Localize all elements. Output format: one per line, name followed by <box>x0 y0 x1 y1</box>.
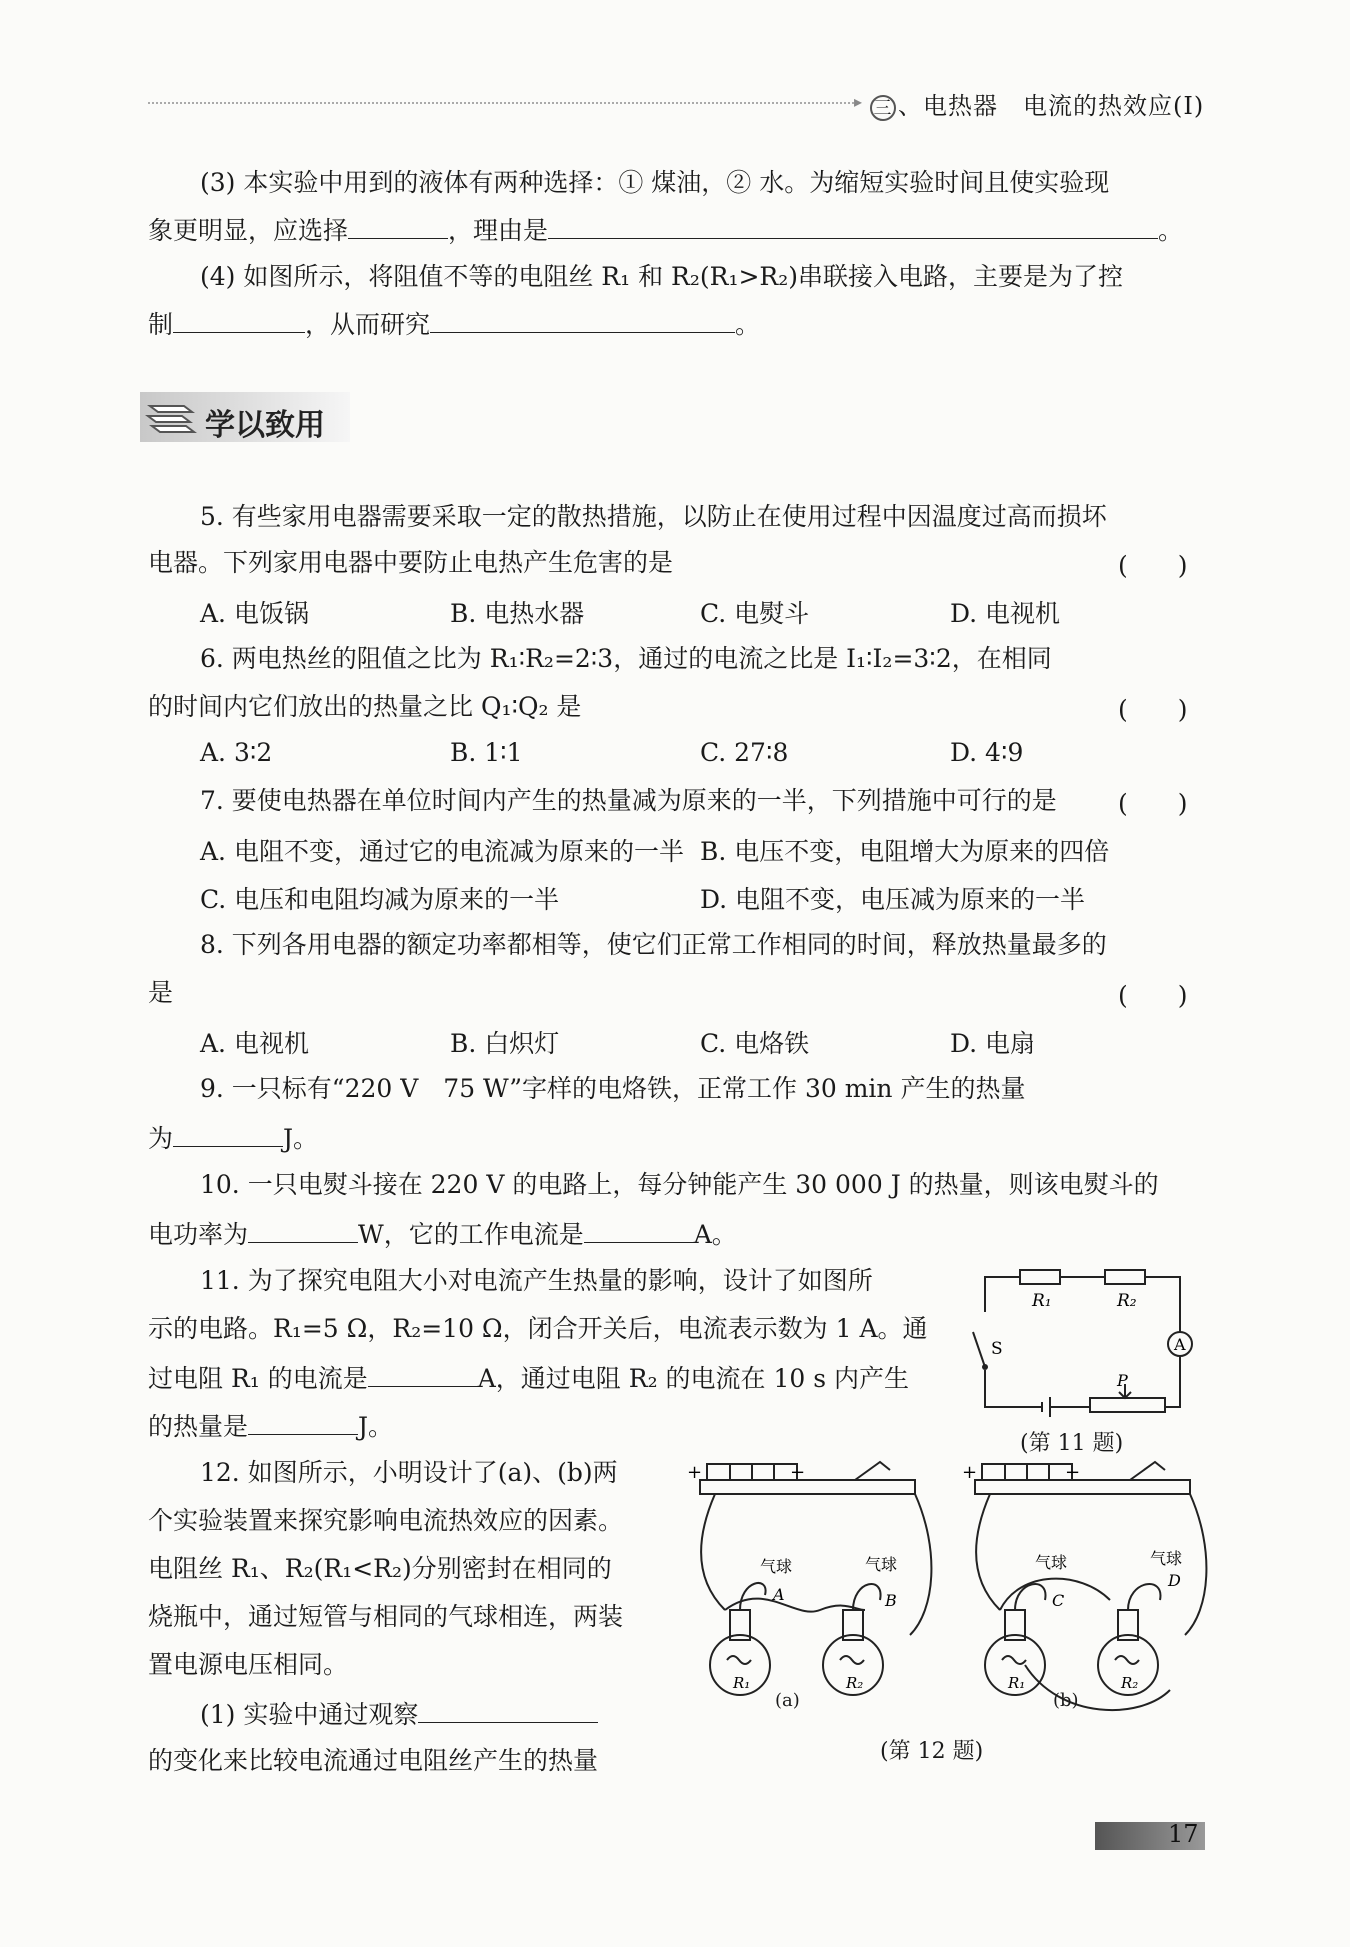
answer-blank[interactable] <box>430 306 735 333</box>
label-b: (b) <box>1053 1690 1079 1711</box>
answer-paren[interactable]: ( ) <box>1118 695 1188 724</box>
option-c: C. 电烙铁 <box>700 1029 810 1058</box>
text: 。 <box>735 310 761 339</box>
figure11-caption: (第 11 题) <box>1020 1431 1124 1456</box>
minus-sign: − <box>790 1462 806 1483</box>
plus-sign: + <box>962 1462 978 1483</box>
text: 象更明显，应选择 <box>148 216 349 245</box>
q8-line2: 是 <box>148 978 174 1007</box>
text: 电功率为 <box>148 1220 249 1249</box>
text: ，从而研究 <box>305 310 431 339</box>
balloon-label-b: 气球 <box>865 1555 898 1574</box>
slider-label: P <box>1117 1371 1128 1390</box>
balloon-b-icon <box>853 1584 881 1610</box>
option-b: B. 电热水器 <box>450 599 585 628</box>
option-d: D. 电阻不变，电压减为原来的一半 <box>700 885 1086 914</box>
battery-icon <box>1042 1397 1050 1417</box>
q11-line3 <box>148 1360 909 1396</box>
q5-line2: 电器。下列家用电器中要防止电热产生危害的是 <box>148 548 674 577</box>
q12-line7: 的变化来比较电流通过电阻丝产生的热量 <box>148 1746 599 1775</box>
figure12-caption: (第 12 题) <box>880 1739 984 1764</box>
text: J。 <box>358 1412 394 1441</box>
answer-blank[interactable] <box>173 306 305 333</box>
section-title: 学以致用 <box>205 408 325 443</box>
text: (1) 实验中通过观察 <box>200 1700 419 1729</box>
option-a: A. 电饭锅 <box>200 599 309 628</box>
q11-line1: 11. 为了探究电阻大小对电流产生热量的影响，设计了如图所 <box>200 1266 873 1295</box>
q12-line4: 烧瓶中，通过短管与相同的气球相连，两装 <box>148 1602 624 1631</box>
switch-icon <box>973 1332 985 1367</box>
q3-line1: (3) 本实验中用到的液体有两种选择：① 煤油，② 水。为缩短实验时间且使实验现 <box>200 168 1110 197</box>
minus-sign: − <box>1065 1462 1081 1483</box>
flask-r1-label: R₁ <box>733 1674 751 1692</box>
switch-icon <box>1130 1462 1165 1480</box>
answer-paren[interactable]: ( ) <box>1118 981 1188 1010</box>
option-d: D. 4∶9 <box>950 738 1024 767</box>
option-d: D. 电视机 <box>950 599 1061 628</box>
option-a: A. 电视机 <box>200 1029 309 1058</box>
r2-label: R₂ <box>1117 1291 1137 1311</box>
chapter-title: 、电热器 电流的热效应(Ⅰ) <box>898 92 1205 120</box>
base-board <box>700 1480 915 1494</box>
q6-line2: 的时间内它们放出的热量之比 Q₁∶Q₂ 是 <box>148 692 582 721</box>
text: ，理由是 <box>448 216 549 245</box>
answer-paren[interactable]: ( ) <box>1118 551 1188 580</box>
balloon-a-icon <box>740 1583 766 1610</box>
rheostat <box>1090 1398 1165 1412</box>
circuit-diagram-11 <box>965 1262 1205 1422</box>
label-a: (a) <box>775 1690 800 1711</box>
answer-paren[interactable]: ( ) <box>1118 789 1188 818</box>
label-C: C <box>1052 1591 1065 1610</box>
q12-line6 <box>200 1696 598 1732</box>
text: A，通过电阻 R₂ 的电流在 10 s 内产生 <box>477 1364 910 1393</box>
option-a: A. 3∶2 <box>200 738 273 767</box>
text: W，它的工作电流是 <box>358 1220 584 1249</box>
flask-r2-label: R₂ <box>846 1674 864 1692</box>
flask-r1-label: R₁ <box>1008 1674 1026 1692</box>
answer-blank[interactable] <box>418 1696 598 1723</box>
q8-line1: 8. 下列各用电器的额定功率都相等，使它们正常工作相同的时间，释放热量最多的 <box>200 930 1107 959</box>
q12-line3: 电阻丝 R₁、R₂(R₁<R₂)分别密封在相同的 <box>148 1554 612 1583</box>
balloon-label-a: 气球 <box>760 1557 793 1576</box>
plus-sign: + <box>687 1462 703 1483</box>
label-D: D <box>1168 1571 1181 1590</box>
text: 。 <box>1158 216 1184 245</box>
q12-line2: 个实验装置来探究影响电流热效应的因素。 <box>148 1506 624 1535</box>
q7-line: 7. 要使电热器在单位时间内产生的热量减为原来的一半，下列措施中可行的是 <box>200 786 1057 815</box>
option-c: C. 27∶8 <box>700 738 789 767</box>
q9-line1: 9. 一只标有“220 V 75 W”字样的电烙铁，正常工作 30 min 产生的热量 <box>200 1074 1026 1103</box>
ammeter-label: A <box>1174 1335 1186 1354</box>
option-c: C. 电压和电阻均减为原来的一半 <box>200 885 560 914</box>
q4-line1: (4) 如图所示，将阻值不等的电阻丝 R₁ 和 R₂(R₁>R₂)串联接入电路，主要是为了控 <box>200 262 1124 291</box>
apparatus-a <box>685 1460 945 1720</box>
switch-icon <box>855 1462 890 1480</box>
q5-line1: 5. 有些家用电器需要采取一定的散热措施，以防止在使用过程中因温度过高而损坏 <box>200 502 1107 531</box>
base-board <box>975 1480 1190 1494</box>
text: 过电阻 R₁ 的电流是 <box>148 1364 368 1393</box>
option-d: D. 电扇 <box>950 1029 1036 1058</box>
option-b: B. 1∶1 <box>450 738 523 767</box>
answer-blank[interactable] <box>248 1216 358 1243</box>
q12-line1: 12. 如图所示，小明设计了(a)、(b)两 <box>200 1458 618 1487</box>
answer-blank[interactable] <box>248 1408 358 1435</box>
option-b: B. 白炽灯 <box>450 1029 560 1058</box>
q4-line2 <box>148 306 760 342</box>
option-a: A. 电阻不变，通过它的电流减为原来的一半 <box>200 837 684 866</box>
text: A。 <box>693 1220 737 1249</box>
q12-line5: 置电源电压相同。 <box>148 1650 349 1679</box>
header-rule <box>148 102 858 104</box>
q6-line1: 6. 两电热丝的阻值之比为 R₁∶R₂=2∶3，通过的电流之比是 I₁∶I₂=3∶2，在相同 <box>200 644 1052 673</box>
flask-r2-label: R₂ <box>1121 1674 1139 1692</box>
answer-blank[interactable] <box>548 212 1158 239</box>
chapter-number: 三 <box>870 95 896 121</box>
option-b: B. 电压不变，电阻增大为原来的四倍 <box>700 837 1110 866</box>
running-header <box>870 86 1204 121</box>
q9-line2 <box>148 1120 318 1156</box>
q3-line2 <box>148 212 1183 248</box>
q10-line1: 10. 一只电熨斗接在 220 V 的电路上，每分钟能产生 30 000 J 的热量，则该电熨斗的 <box>200 1170 1159 1199</box>
option-c: C. 电熨斗 <box>700 599 810 628</box>
answer-blank[interactable] <box>348 212 448 239</box>
answer-blank[interactable] <box>173 1120 283 1147</box>
label-B: B <box>885 1591 897 1610</box>
page-number: 17 <box>1168 1820 1199 1848</box>
q11-line2: 示的电路。R₁=5 Ω，R₂=10 Ω，闭合开关后，电流表示数为 1 A。通 <box>148 1314 928 1343</box>
balloon-label-c: 气球 <box>1035 1553 1068 1572</box>
text: 制 <box>148 310 174 339</box>
resistor-r2 <box>1105 1270 1145 1284</box>
books-icon <box>142 392 202 442</box>
text: 为 <box>148 1124 174 1153</box>
text: 的热量是 <box>148 1412 249 1441</box>
resistor-r1 <box>1020 1270 1060 1284</box>
text: J。 <box>283 1124 319 1153</box>
header-arrow-icon: ▸ <box>854 92 863 111</box>
q11-line4 <box>148 1408 393 1444</box>
balloon-d-icon <box>1128 1584 1160 1610</box>
apparatus-b <box>960 1460 1220 1720</box>
r1-label: R₁ <box>1032 1291 1052 1311</box>
answer-blank[interactable] <box>584 1216 694 1243</box>
balloon-label-d: 气球 <box>1150 1549 1183 1568</box>
q10-line2 <box>148 1216 737 1252</box>
answer-blank[interactable] <box>368 1360 478 1387</box>
switch-label: S <box>991 1339 1003 1359</box>
label-A: A <box>773 1585 785 1604</box>
